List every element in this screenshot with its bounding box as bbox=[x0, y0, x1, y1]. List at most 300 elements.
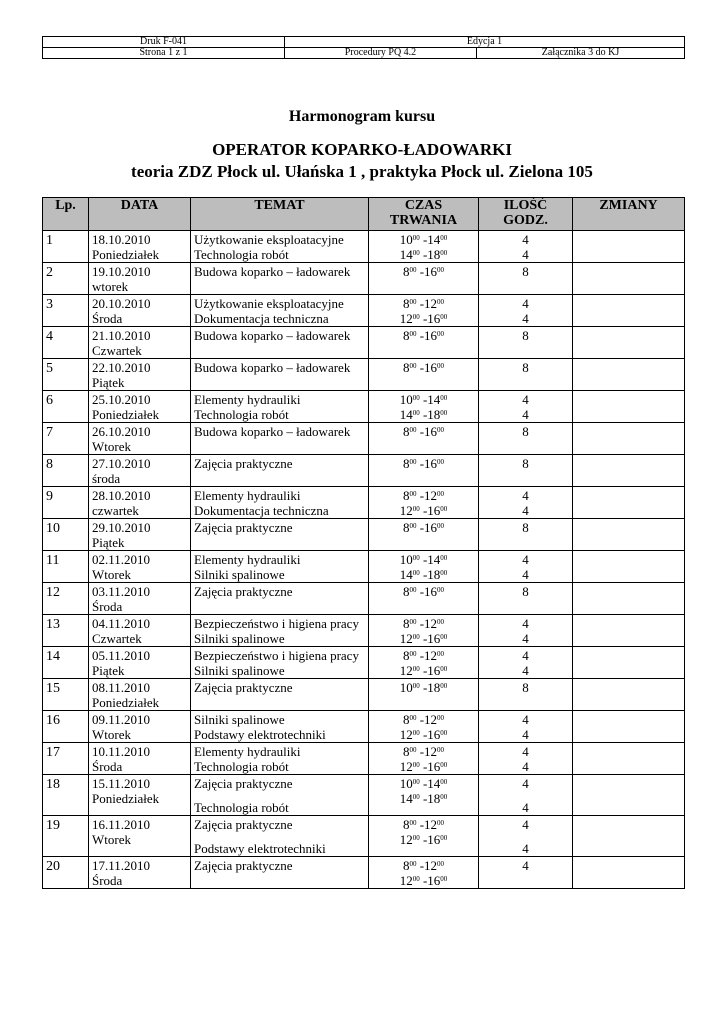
row-topic-cell bbox=[191, 423, 369, 455]
time-minutes: 00 bbox=[412, 505, 420, 513]
row-time-cell bbox=[369, 519, 479, 551]
time-minutes: 00 bbox=[440, 234, 448, 242]
time-hour: 12 bbox=[424, 744, 438, 759]
time-hour: 10 bbox=[399, 392, 413, 407]
row-weekday: Wtorek bbox=[92, 727, 131, 742]
time-hour: 18 bbox=[427, 791, 441, 806]
time-minutes: 00 bbox=[412, 875, 420, 883]
row-time-range: $8^{00}$ $-12^{00}$ bbox=[402, 296, 445, 311]
row-time-range: $14^{00}$ $-18^{00}$ bbox=[399, 567, 448, 582]
col-header-lp: Lp. bbox=[43, 198, 89, 231]
time-hour: 8 bbox=[402, 712, 410, 727]
row-topic-cell bbox=[191, 295, 369, 327]
row-time-range: $8^{00}$ $-12^{00}$ bbox=[402, 648, 445, 663]
row-hours: 4 bbox=[522, 759, 529, 774]
row-hours: 4 bbox=[522, 727, 529, 742]
row-date-cell bbox=[89, 615, 191, 647]
row-number: 15 bbox=[43, 679, 89, 711]
time-minutes: 00 bbox=[412, 313, 420, 321]
row-hours: 4 bbox=[522, 841, 529, 856]
time-minutes: 00 bbox=[437, 819, 445, 827]
row-date: 26.10.2010 bbox=[92, 424, 151, 439]
attachment: Załącznika 3 do KJ bbox=[477, 48, 685, 59]
row-hours-cell bbox=[479, 647, 573, 679]
row-topic: Budowa koparko – ładowarek bbox=[194, 424, 351, 439]
time-minutes: 00 bbox=[440, 778, 448, 786]
row-date: 20.10.2010 bbox=[92, 296, 151, 311]
row-changes-cell bbox=[573, 455, 685, 487]
table-header-row bbox=[43, 198, 685, 231]
time-hour: 12 bbox=[424, 488, 438, 503]
row-weekday: Środa bbox=[92, 759, 123, 774]
row-weekday: Środa bbox=[92, 599, 123, 614]
time-hour: 8 bbox=[402, 328, 410, 343]
table-row bbox=[43, 816, 685, 857]
time-minutes: 00 bbox=[409, 330, 417, 338]
time-hour: 12 bbox=[424, 712, 438, 727]
time-minutes: 00 bbox=[412, 761, 420, 769]
table-row bbox=[43, 295, 685, 327]
row-number: 6 bbox=[43, 391, 89, 423]
schedule-table bbox=[42, 197, 685, 889]
row-date: 22.10.2010 bbox=[92, 360, 151, 375]
row-hours-cell bbox=[479, 359, 573, 391]
row-time-cell bbox=[369, 231, 479, 263]
time-minutes: 00 bbox=[409, 586, 417, 594]
row-hours: 4 bbox=[522, 247, 529, 262]
row-hours: 4 bbox=[522, 407, 529, 422]
row-date: 25.10.2010 bbox=[92, 392, 151, 407]
row-date: 27.10.2010 bbox=[92, 456, 151, 471]
form-number: Druk F-041 bbox=[43, 37, 285, 48]
col-header-zmiany: ZMIANY bbox=[573, 198, 685, 231]
row-topic: Elementy hydrauliki bbox=[194, 552, 301, 567]
row-hours-cell bbox=[479, 455, 573, 487]
row-time-range: $8^{00}$ $-16^{00}$ bbox=[402, 584, 445, 599]
table-row bbox=[43, 711, 685, 743]
row-time-range: $10^{00}$ $-14^{00}$ bbox=[399, 552, 448, 567]
time-hour: 16 bbox=[427, 727, 441, 742]
row-weekday: czwartek bbox=[92, 503, 139, 518]
row-topic: Elementy hydrauliki bbox=[194, 392, 301, 407]
time-minutes: 00 bbox=[412, 793, 420, 801]
row-hours: 8 bbox=[522, 264, 529, 279]
time-minutes: 00 bbox=[440, 633, 448, 641]
row-hours: 8 bbox=[522, 520, 529, 535]
time-hour: 16 bbox=[427, 503, 441, 518]
topic-spacer bbox=[194, 791, 368, 800]
row-hours-cell bbox=[479, 487, 573, 519]
time-hour: 8 bbox=[402, 456, 410, 471]
time-minutes: 00 bbox=[412, 234, 420, 242]
time-minutes: 00 bbox=[440, 834, 448, 842]
row-weekday: Poniedziałek bbox=[92, 407, 160, 422]
table-row bbox=[43, 455, 685, 487]
table-row bbox=[43, 775, 685, 816]
row-date-cell bbox=[89, 775, 191, 816]
row-number: 11 bbox=[43, 551, 89, 583]
row-date-cell bbox=[89, 583, 191, 615]
row-topic: Bezpieczeństwo i higiena pracy bbox=[194, 648, 359, 663]
row-date: 03.11.2010 bbox=[92, 584, 151, 599]
row-time-cell bbox=[369, 775, 479, 816]
time-hour: 12 bbox=[424, 648, 438, 663]
time-hour: 16 bbox=[427, 832, 441, 847]
row-topic: Dokumentacja techniczna bbox=[194, 503, 329, 518]
row-date-cell bbox=[89, 295, 191, 327]
row-changes-cell bbox=[573, 519, 685, 551]
page-title: Harmonogram kursu bbox=[288, 108, 436, 125]
col-header-czas bbox=[369, 198, 479, 231]
row-time-range: $14^{00}$ $-18^{00}$ bbox=[399, 247, 448, 262]
row-topic: Technologia robót bbox=[194, 407, 289, 422]
table-row bbox=[43, 583, 685, 615]
row-topic: Silniki spalinowe bbox=[194, 712, 285, 727]
time-hour: 10 bbox=[399, 552, 413, 567]
time-minutes: 00 bbox=[412, 778, 420, 786]
row-changes-cell bbox=[573, 583, 685, 615]
time-hour: 8 bbox=[402, 488, 410, 503]
row-hours-cell bbox=[479, 551, 573, 583]
row-number: 12 bbox=[43, 583, 89, 615]
time-hour: 12 bbox=[399, 759, 413, 774]
row-date: 18.10.2010 bbox=[92, 232, 151, 247]
row-number: 18 bbox=[43, 775, 89, 816]
time-minutes: 00 bbox=[437, 650, 445, 658]
time-hour: 18 bbox=[427, 680, 441, 695]
time-minutes: 00 bbox=[412, 682, 420, 690]
time-hour: 16 bbox=[424, 264, 438, 279]
row-changes-cell bbox=[573, 775, 685, 816]
row-date-cell bbox=[89, 263, 191, 295]
row-hours-cell bbox=[479, 231, 573, 263]
row-date-cell bbox=[89, 647, 191, 679]
time-minutes: 00 bbox=[412, 554, 420, 562]
time-hour: 8 bbox=[402, 648, 410, 663]
time-hour: 8 bbox=[402, 616, 410, 631]
row-hours: 8 bbox=[522, 360, 529, 375]
row-weekday: Czwartek bbox=[92, 343, 142, 358]
row-time-cell bbox=[369, 857, 479, 889]
time-hour: 16 bbox=[427, 663, 441, 678]
row-time-cell bbox=[369, 487, 479, 519]
row-changes-cell bbox=[573, 711, 685, 743]
time-hour: 14 bbox=[427, 392, 441, 407]
row-time-range: $8^{00}$ $-16^{00}$ bbox=[402, 360, 445, 375]
row-topic-cell bbox=[191, 263, 369, 295]
table-row bbox=[43, 743, 685, 775]
time-minutes: 00 bbox=[409, 746, 417, 754]
row-weekday: Wtorek bbox=[92, 832, 131, 847]
time-minutes: 00 bbox=[440, 682, 448, 690]
time-hour: 14 bbox=[399, 247, 413, 262]
row-weekday: Środa bbox=[92, 311, 123, 326]
row-hours-cell bbox=[479, 775, 573, 816]
row-date-cell bbox=[89, 816, 191, 857]
row-changes-cell bbox=[573, 487, 685, 519]
row-changes-cell bbox=[573, 327, 685, 359]
time-minutes: 00 bbox=[437, 362, 445, 370]
row-hours: 8 bbox=[522, 456, 529, 471]
time-minutes: 00 bbox=[440, 409, 448, 417]
time-hour: 10 bbox=[399, 232, 413, 247]
row-topic: Podstawy elektrotechniki bbox=[194, 727, 326, 742]
time-hour: 14 bbox=[427, 552, 441, 567]
row-number: 1 bbox=[43, 231, 89, 263]
row-hours: 8 bbox=[522, 424, 529, 439]
time-minutes: 00 bbox=[409, 490, 417, 498]
row-hours-cell bbox=[479, 263, 573, 295]
hours-spacer bbox=[479, 832, 572, 841]
row-number: 9 bbox=[43, 487, 89, 519]
time-hour: 10 bbox=[399, 680, 413, 695]
row-topic-cell bbox=[191, 615, 369, 647]
row-topic: Zajęcia praktyczne bbox=[194, 456, 293, 471]
table-row bbox=[43, 359, 685, 391]
row-changes-cell bbox=[573, 359, 685, 391]
time-hour: 16 bbox=[427, 311, 441, 326]
row-number: 3 bbox=[43, 295, 89, 327]
row-weekday: wtorek bbox=[92, 279, 129, 294]
table-row bbox=[43, 327, 685, 359]
row-topic-cell bbox=[191, 359, 369, 391]
row-changes-cell bbox=[573, 679, 685, 711]
row-topic-cell bbox=[191, 455, 369, 487]
time-minutes: 00 bbox=[440, 665, 448, 673]
time-hour: 8 bbox=[402, 858, 410, 873]
row-time-range: $8^{00}$ $-16^{00}$ bbox=[402, 424, 445, 439]
row-date-cell bbox=[89, 423, 191, 455]
time-minutes: 00 bbox=[409, 618, 417, 626]
time-hour: 12 bbox=[399, 727, 413, 742]
table-row bbox=[43, 551, 685, 583]
row-number: 20 bbox=[43, 857, 89, 889]
row-date-cell bbox=[89, 551, 191, 583]
row-topic: Zajęcia praktyczne bbox=[194, 680, 293, 695]
table-row bbox=[43, 263, 685, 295]
time-minutes: 00 bbox=[409, 819, 417, 827]
row-topic-cell bbox=[191, 231, 369, 263]
time-hour: 18 bbox=[427, 407, 441, 422]
row-number: 10 bbox=[43, 519, 89, 551]
row-number: 19 bbox=[43, 816, 89, 857]
row-topic-cell bbox=[191, 816, 369, 857]
row-topic-cell bbox=[191, 551, 369, 583]
time-hour: 16 bbox=[424, 360, 438, 375]
row-hours: 4 bbox=[522, 648, 529, 663]
row-time-range: $12^{00}$ $-16^{00}$ bbox=[399, 759, 448, 774]
row-date: 15.11.2010 bbox=[92, 776, 151, 791]
time-minutes: 00 bbox=[437, 714, 445, 722]
row-changes-cell bbox=[573, 743, 685, 775]
time-hour: 14 bbox=[399, 791, 413, 806]
row-date: 04.11.2010 bbox=[92, 616, 151, 631]
row-topic: Elementy hydrauliki bbox=[194, 744, 301, 759]
row-changes-cell bbox=[573, 263, 685, 295]
table-row bbox=[43, 487, 685, 519]
row-topic: Technologia robót bbox=[194, 247, 289, 262]
row-hours: 4 bbox=[522, 631, 529, 646]
row-weekday: Piątek bbox=[92, 535, 125, 550]
time-hour: 8 bbox=[402, 520, 410, 535]
row-time-range: $12^{00}$ $-16^{00}$ bbox=[399, 631, 448, 646]
row-weekday: Czwartek bbox=[92, 631, 142, 646]
row-date: 02.11.2010 bbox=[92, 552, 151, 567]
time-hour: 14 bbox=[399, 567, 413, 582]
row-time-cell bbox=[369, 327, 479, 359]
time-minutes: 00 bbox=[409, 650, 417, 658]
time-minutes: 00 bbox=[409, 298, 417, 306]
time-minutes: 00 bbox=[412, 249, 420, 257]
row-topic: Technologia robót bbox=[194, 759, 289, 774]
time-minutes: 00 bbox=[412, 834, 420, 842]
time-hour: 12 bbox=[399, 663, 413, 678]
row-weekday: Środa bbox=[92, 873, 123, 888]
row-topic-cell bbox=[191, 647, 369, 679]
row-time-range: $8^{00}$ $-12^{00}$ bbox=[402, 858, 445, 873]
row-hours: 4 bbox=[522, 392, 529, 407]
table-row bbox=[43, 857, 685, 889]
time-hour: 16 bbox=[424, 456, 438, 471]
time-hour: 12 bbox=[424, 616, 438, 631]
row-date: 08.11.2010 bbox=[92, 680, 151, 695]
row-weekday: Poniedziałek bbox=[92, 695, 160, 710]
row-time-range: $14^{00}$ $-18^{00}$ bbox=[399, 791, 448, 806]
row-topic: Technologia robót bbox=[194, 800, 289, 815]
row-topic: Zajęcia praktyczne bbox=[194, 817, 293, 832]
row-hours: 4 bbox=[522, 567, 529, 582]
col-header-data: DATA bbox=[89, 198, 191, 231]
row-date-cell bbox=[89, 519, 191, 551]
row-hours: 8 bbox=[522, 328, 529, 343]
time-minutes: 00 bbox=[412, 569, 420, 577]
row-time-range: $12^{00}$ $-16^{00}$ bbox=[399, 311, 448, 326]
time-minutes: 00 bbox=[437, 298, 445, 306]
row-time-range: $10^{00}$ $-14^{00}$ bbox=[399, 776, 448, 791]
row-hours: 4 bbox=[522, 776, 529, 791]
row-weekday: Piątek bbox=[92, 375, 125, 390]
row-time-range: $12^{00}$ $-16^{00}$ bbox=[399, 727, 448, 742]
time-minutes: 00 bbox=[440, 793, 448, 801]
row-number: 13 bbox=[43, 615, 89, 647]
row-hours-cell bbox=[479, 743, 573, 775]
time-minutes: 00 bbox=[437, 490, 445, 498]
time-minutes: 00 bbox=[409, 458, 417, 466]
row-date-cell bbox=[89, 455, 191, 487]
time-hour: 12 bbox=[399, 503, 413, 518]
row-time-cell bbox=[369, 743, 479, 775]
time-hour: 16 bbox=[427, 631, 441, 646]
row-hours-cell bbox=[479, 615, 573, 647]
row-hours: 8 bbox=[522, 680, 529, 695]
table-row bbox=[43, 391, 685, 423]
time-hour: 8 bbox=[402, 744, 410, 759]
row-topic: Silniki spalinowe bbox=[194, 567, 285, 582]
row-topic: Bezpieczeństwo i higiena pracy bbox=[194, 616, 359, 631]
time-minutes: 00 bbox=[437, 266, 445, 274]
time-hour: 18 bbox=[427, 247, 441, 262]
time-minutes: 00 bbox=[440, 569, 448, 577]
row-changes-cell bbox=[573, 615, 685, 647]
row-date: 28.10.2010 bbox=[92, 488, 151, 503]
time-minutes: 00 bbox=[409, 426, 417, 434]
row-changes-cell bbox=[573, 231, 685, 263]
row-topic-cell bbox=[191, 583, 369, 615]
row-hours-cell bbox=[479, 816, 573, 857]
row-date-cell bbox=[89, 679, 191, 711]
row-topic: Użytkowanie eksploatacyjne bbox=[194, 232, 344, 247]
time-minutes: 00 bbox=[437, 458, 445, 466]
row-weekday: Piątek bbox=[92, 663, 125, 678]
row-hours-cell bbox=[479, 295, 573, 327]
time-minutes: 00 bbox=[412, 394, 420, 402]
row-hours: 4 bbox=[522, 712, 529, 727]
row-time-range: $8^{00}$ $-12^{00}$ bbox=[402, 488, 445, 503]
time-hour: 12 bbox=[399, 832, 413, 847]
row-topic: Zajęcia praktyczne bbox=[194, 776, 293, 791]
row-changes-cell bbox=[573, 857, 685, 889]
time-minutes: 00 bbox=[440, 505, 448, 513]
row-time-cell bbox=[369, 583, 479, 615]
row-topic-cell bbox=[191, 391, 369, 423]
row-topic: Silniki spalinowe bbox=[194, 663, 285, 678]
row-number: 2 bbox=[43, 263, 89, 295]
row-date-cell bbox=[89, 391, 191, 423]
row-topic: Zajęcia praktyczne bbox=[194, 858, 293, 873]
row-date: 10.11.2010 bbox=[92, 744, 151, 759]
row-date: 19.10.2010 bbox=[92, 264, 151, 279]
row-time-range: $8^{00}$ $-12^{00}$ bbox=[402, 616, 445, 631]
time-hour: 12 bbox=[424, 817, 438, 832]
row-date: 17.11.2010 bbox=[92, 858, 151, 873]
table-row bbox=[43, 423, 685, 455]
row-hours: 4 bbox=[522, 817, 529, 832]
row-topic: Użytkowanie eksploatacyjne bbox=[194, 296, 344, 311]
time-minutes: 00 bbox=[437, 330, 445, 338]
row-time-range: $8^{00}$ $-16^{00}$ bbox=[402, 456, 445, 471]
row-date-cell bbox=[89, 857, 191, 889]
row-time-cell bbox=[369, 647, 479, 679]
row-topic-cell bbox=[191, 743, 369, 775]
time-minutes: 00 bbox=[412, 633, 420, 641]
row-time-cell bbox=[369, 295, 479, 327]
row-hours-cell bbox=[479, 519, 573, 551]
col-header-ilosc bbox=[479, 198, 573, 231]
row-time-cell bbox=[369, 711, 479, 743]
row-time-range: $8^{00}$ $-16^{00}$ bbox=[402, 264, 445, 279]
row-hours-cell bbox=[479, 679, 573, 711]
row-hours: 4 bbox=[522, 744, 529, 759]
table-row bbox=[43, 519, 685, 551]
time-hour: 8 bbox=[402, 264, 410, 279]
time-minutes: 00 bbox=[409, 522, 417, 530]
row-hours-cell bbox=[479, 423, 573, 455]
time-hour: 16 bbox=[424, 520, 438, 535]
time-minutes: 00 bbox=[440, 761, 448, 769]
row-time-cell bbox=[369, 816, 479, 857]
row-hours: 8 bbox=[522, 584, 529, 599]
row-time-range: $12^{00}$ $-16^{00}$ bbox=[399, 663, 448, 678]
row-hours: 4 bbox=[522, 552, 529, 567]
row-time-cell bbox=[369, 455, 479, 487]
row-number: 8 bbox=[43, 455, 89, 487]
time-minutes: 00 bbox=[440, 554, 448, 562]
row-topic: Budowa koparko – ładowarek bbox=[194, 328, 351, 343]
row-hours: 4 bbox=[522, 488, 529, 503]
row-hours-cell bbox=[479, 391, 573, 423]
row-changes-cell bbox=[573, 816, 685, 857]
row-hours: 4 bbox=[522, 663, 529, 678]
